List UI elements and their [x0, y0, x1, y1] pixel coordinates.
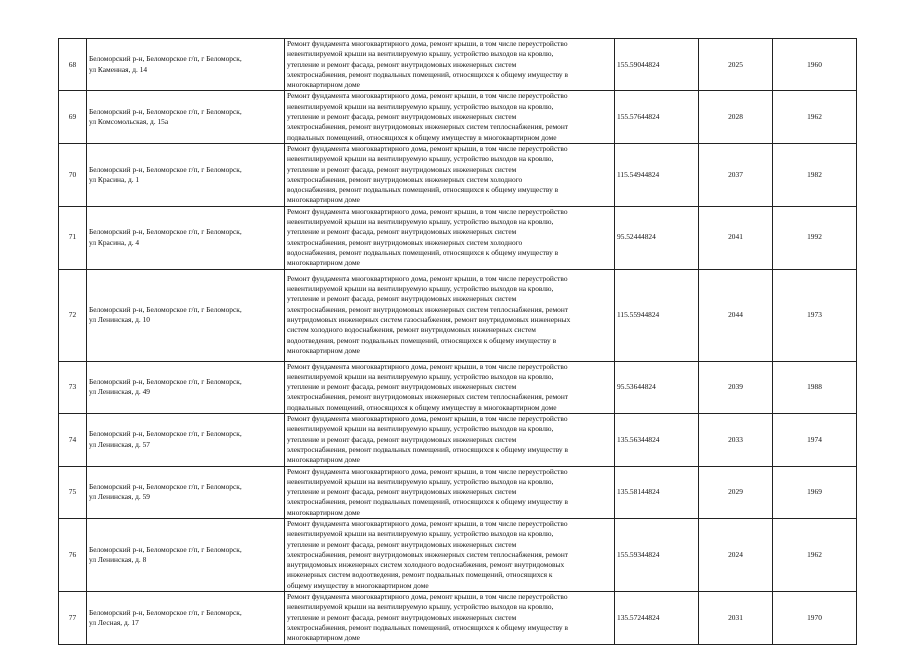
row-cost: 95.53644824	[615, 361, 699, 413]
works-text: Ремонт фундамента многоквартирного дома, ремонт крыши, в том числе переустройство невентилируемой крыши на вентилируемую крышу, устройство выходов на кровлю, утепление и ремонт фасада, ремонт внутридомовых инженерных систем электроснабжения, ремонт внутридомовых инженерных систем теплоснабжения, ремонт внутридомовых инженерных систем холодного водоснабжения, ремонт внутридомовых инженерных систем водоотведения, ремонт подвальных помещений, относящихся к общему имуществу в многоквартирном доме	[287, 518, 569, 590]
table-row	[59, 518, 857, 591]
address-text: Беломорский р-н, Беломорское г/п, г Беломорск, ул Каменная, д. 14	[89, 54, 242, 74]
table-row	[59, 592, 857, 644]
works-text: Ремонт фундамента многоквартирного дома, ремонт крыши, в том числе переустройство невентилируемой крыши на вентилируемую крышу, устройство выходов на кровлю, утепление и ремонт фасада, ремонт внутридомовых инженерных систем электроснабжения, ремонт подвальных помещений, относящихся к общему имуществу в многоквартирном доме	[287, 466, 568, 517]
address-text: Беломорский р-н, Беломорское г/п, г Беломорск, ул Красина, д. 4	[89, 227, 242, 247]
address-text: Беломорский р-н, Беломорское г/п, г Беломорск, ул Ленинская, д. 10	[89, 304, 242, 325]
table-row	[59, 414, 857, 466]
row-address	[87, 143, 285, 206]
row-repair-year: 2024	[699, 518, 773, 591]
row-repair-year: 2025	[699, 39, 773, 91]
row-cost: 155.57644824	[615, 91, 699, 143]
row-build-year: 1973	[773, 269, 857, 361]
row-build-year: 1969	[773, 466, 857, 518]
row-cost: 155.59044824	[615, 39, 699, 91]
row-build-year: 1960	[773, 39, 857, 91]
row-number: 71	[59, 206, 87, 269]
row-repair-year: 2033	[699, 414, 773, 466]
row-works	[285, 206, 615, 269]
row-number: 76	[59, 518, 87, 591]
row-build-year: 1962	[773, 91, 857, 143]
row-address	[87, 269, 285, 361]
works-text: Ремонт фундамента многоквартирного дома, ремонт крыши, в том числе переустройство невентилируемой крыши на вентилируемую крышу, устройство выходов на кровлю, утепление и ремонт фасада, ремонт внутридомовых инженерных систем электроснабжения, ремонт подвальных помещений, относящихся к общему имуществу в многоквартирном доме	[287, 414, 568, 465]
table-row	[59, 269, 857, 361]
row-address	[87, 466, 285, 518]
works-text: Ремонт фундамента многоквартирного дома, ремонт крыши, в том числе переустройство невентилируемой крыши на вентилируемую крышу, устройство выходов на кровлю, утепление и ремонт фасада, ремонт внутридомовых инженерных систем электроснабжения, ремонт подвальных помещений, относящихся к общему имуществу в многоквартирном доме	[287, 39, 568, 90]
table-row	[59, 143, 857, 206]
row-number: 70	[59, 143, 87, 206]
row-repair-year: 2037	[699, 143, 773, 206]
row-address	[87, 361, 285, 413]
row-works	[285, 518, 615, 591]
row-cost: 95.52444824	[615, 206, 699, 269]
row-works	[285, 39, 615, 91]
row-cost: 115.55944824	[615, 269, 699, 361]
address-text: Беломорский р-н, Беломорское г/п, г Беломорск, ул Ленинская, д. 8	[89, 544, 242, 565]
table-row	[59, 206, 857, 269]
works-text: Ремонт фундамента многоквартирного дома, ремонт крыши, в том числе переустройство невентилируемой крыши на вентилируемую крышу, устройство выходов на кровлю, утепление и ремонт фасада, ремонт внутридомовых инженерных систем электроснабжения, ремонт внутридомовых инженерных систем теплоснабжения, ремонт внутридомовых инженерных систем газоснабжения, ремонт внутридомовых инженерных систем холодного водоснабжения, ремонт внутридомовых инженерных систем водоотведения, ремонт подвальных помещений, относящихся к общему имуществу в многоквартирном доме	[287, 273, 571, 355]
row-repair-year: 2031	[699, 592, 773, 644]
row-build-year: 1970	[773, 592, 857, 644]
address-text: Беломорский р-н, Беломорское г/п, г Беломорск, ул Лесная, д. 17	[89, 607, 242, 627]
row-build-year: 1974	[773, 414, 857, 466]
row-repair-year: 2029	[699, 466, 773, 518]
row-cost: 155.59344824	[615, 518, 699, 591]
row-works	[285, 269, 615, 361]
address-text: Беломорский р-н, Беломорское г/п, г Беломорск, ул Ленинская, д. 49	[89, 376, 242, 397]
row-number: 75	[59, 466, 87, 518]
row-cost: 135.57244824	[615, 592, 699, 644]
capital-repair-table	[58, 38, 857, 645]
row-repair-year: 2039	[699, 361, 773, 413]
row-build-year: 1962	[773, 518, 857, 591]
row-works	[285, 91, 615, 143]
row-number: 69	[59, 91, 87, 143]
works-text: Ремонт фундамента многоквартирного дома, ремонт крыши, в том числе переустройство невентилируемой крыши на вентилируемую крышу, устройство выходов на кровлю, утепление и ремонт фасада, ремонт внутридомовых инженерных систем электроснабжения, ремонт внутридомовых инженерных систем теплоснабжения, ремонт подвальных помещений, относящихся к общему имуществу в многоквартирном доме	[287, 91, 569, 142]
table-row	[59, 39, 857, 91]
address-text: Беломорский р-н, Беломорское г/п, г Беломорск, ул Красина, д. 1	[89, 164, 242, 184]
row-works	[285, 361, 615, 413]
document-page	[58, 38, 856, 645]
address-text: Беломорский р-н, Беломорское г/п, г Беломорск, ул Ленинская, д. 57	[89, 429, 242, 449]
row-number: 77	[59, 592, 87, 644]
works-text: Ремонт фундамента многоквартирного дома, ремонт крыши, в том числе переустройство невентилируемой крыши на вентилируемую крышу, устройство выходов на кровлю, утепление и ремонт фасада, ремонт внутридомовых инженерных систем электроснабжения, ремонт внутридомовых инженерных систем холодного водоснабжения, ремонт подвальных помещений, относящихся к общему имуществу в многоквартирном доме	[287, 143, 568, 205]
row-works	[285, 466, 615, 518]
row-cost: 135.56344824	[615, 414, 699, 466]
row-number: 68	[59, 39, 87, 91]
row-address	[87, 39, 285, 91]
row-repair-year: 2028	[699, 91, 773, 143]
row-build-year: 1982	[773, 143, 857, 206]
works-text: Ремонт фундамента многоквартирного дома, ремонт крыши, в том числе переустройство невентилируемой крыши на вентилируемую крышу, устройство выходов на кровлю, утепление и ремонт фасада, ремонт внутридомовых инженерных систем электроснабжения, ремонт внутридомовых инженерных систем холодного водоснабжения, ремонт подвальных помещений, относящихся к общему имуществу в многоквартирном доме	[287, 206, 568, 268]
row-works	[285, 143, 615, 206]
address-text: Беломорский р-н, Беломорское г/п, г Беломорск, ул Комсомольская, д. 15а	[89, 106, 242, 127]
works-text: Ремонт фундамента многоквартирного дома, ремонт крыши, в том числе переустройство невентилируемой крыши на вентилируемую крышу, устройство выходов на кровлю, утепление и ремонт фасада, ремонт внутридомовых инженерных систем электроснабжения, ремонт подвальных помещений, относящихся к общему имуществу в многоквартирном доме	[287, 592, 568, 643]
row-number: 73	[59, 361, 87, 413]
table-row	[59, 466, 857, 518]
row-build-year: 1992	[773, 206, 857, 269]
works-text: Ремонт фундамента многоквартирного дома, ремонт крыши, в том числе переустройство невентилируемой крыши на вентилируемую крышу, устройство выходов на кровлю, утепление и ремонт фасада, ремонт внутридомовых инженерных систем электроснабжения, ремонт внутридомовых инженерных систем теплоснабжения, ремонт подвальных помещений, относящихся к общему имуществу в многоквартирном доме	[287, 361, 569, 412]
row-build-year: 1988	[773, 361, 857, 413]
row-address	[87, 592, 285, 644]
row-number: 74	[59, 414, 87, 466]
row-address	[87, 414, 285, 466]
address-text: Беломорский р-н, Беломорское г/п, г Беломорск, ул Ленинская, д. 59	[89, 481, 242, 502]
table-row	[59, 361, 857, 413]
row-repair-year: 2044	[699, 269, 773, 361]
row-cost: 135.58144824	[615, 466, 699, 518]
table-body	[59, 39, 857, 645]
row-works	[285, 414, 615, 466]
row-repair-year: 2041	[699, 206, 773, 269]
row-works	[285, 592, 615, 644]
row-address	[87, 206, 285, 269]
row-number: 72	[59, 269, 87, 361]
row-cost: 115.54944824	[615, 143, 699, 206]
row-address	[87, 518, 285, 591]
table-row	[59, 91, 857, 143]
row-address	[87, 91, 285, 143]
